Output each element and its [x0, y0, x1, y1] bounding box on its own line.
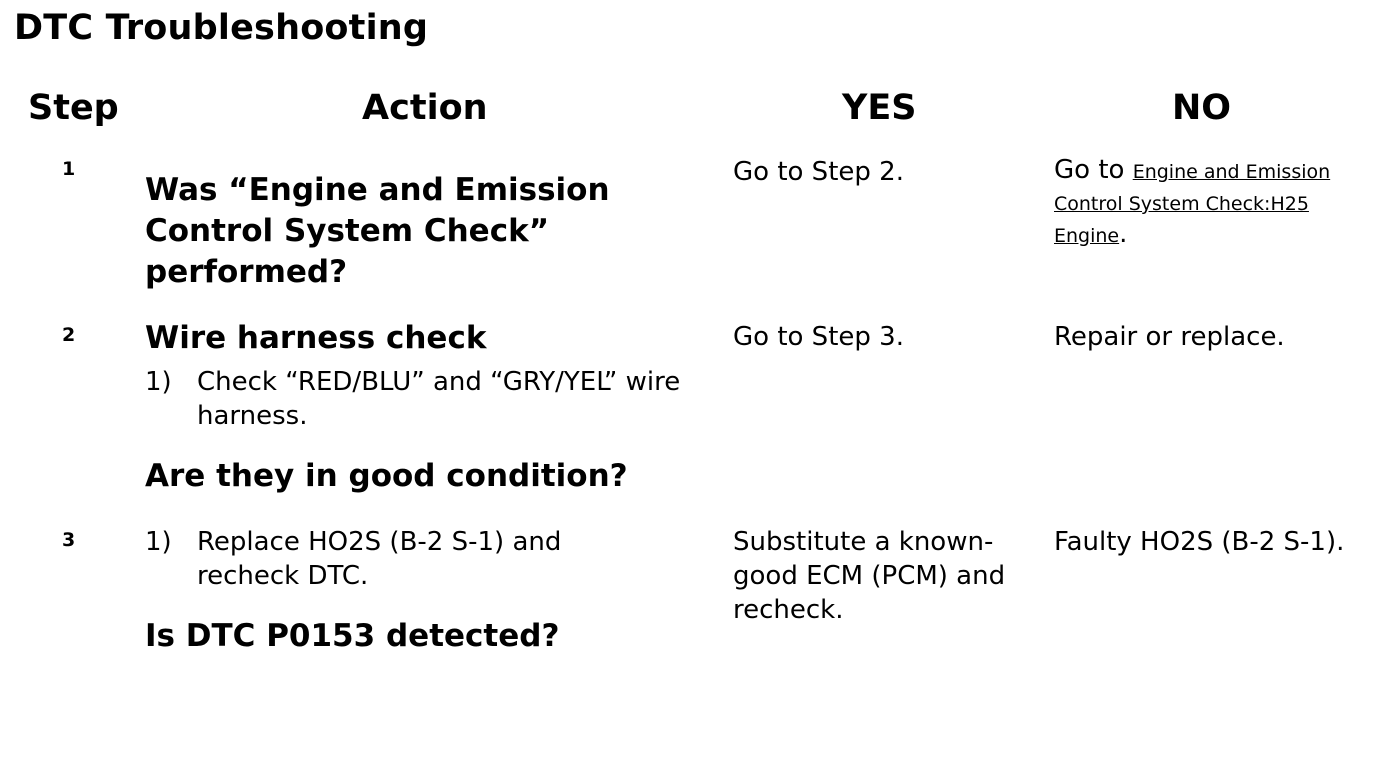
yes-cell: Go to Step 2.: [733, 157, 904, 187]
page-title: DTC Troubleshooting: [14, 8, 429, 48]
action-question: Is DTC P0153 detected?: [145, 618, 560, 654]
instruction-text: Check “RED/BLU” and “GRY/YEL” wire harness.: [197, 367, 681, 431]
action-instruction: [145, 525, 625, 593]
header-step: Step: [28, 88, 119, 128]
no-cell: [1054, 155, 1354, 251]
instruction-number: 1): [145, 367, 172, 397]
instruction-text: Replace HO2S (B-2 S-1) and recheck DTC.: [197, 527, 562, 591]
engine-emission-check-link[interactable]: Engine and Emission Control System Check:H25 Engine: [1054, 161, 1331, 247]
step-number: 3: [62, 529, 76, 551]
action-instruction: [145, 365, 705, 433]
no-cell: Faulty HO2S (B-2 S-1).: [1054, 527, 1345, 557]
action-question: Was “Engine and Emission Control System Check” performed?: [145, 172, 610, 290]
no-cell-suffix: .: [1119, 219, 1128, 249]
header-action: Action: [362, 88, 488, 128]
header-yes: YES: [842, 88, 917, 128]
yes-cell: Go to Step 3.: [733, 322, 904, 352]
no-cell: Repair or replace.: [1054, 322, 1285, 352]
instruction-number: 1): [145, 527, 172, 557]
action-title: Wire harness check: [145, 320, 487, 356]
yes-cell: Substitute a known-good ECM (PCM) and recheck.: [733, 527, 1006, 625]
action-question: Are they in good condition?: [145, 458, 628, 494]
header-no: NO: [1172, 88, 1232, 128]
step-number: 2: [62, 324, 76, 346]
step-number: 1: [62, 158, 76, 180]
no-cell-prefix: Go to: [1054, 155, 1125, 185]
